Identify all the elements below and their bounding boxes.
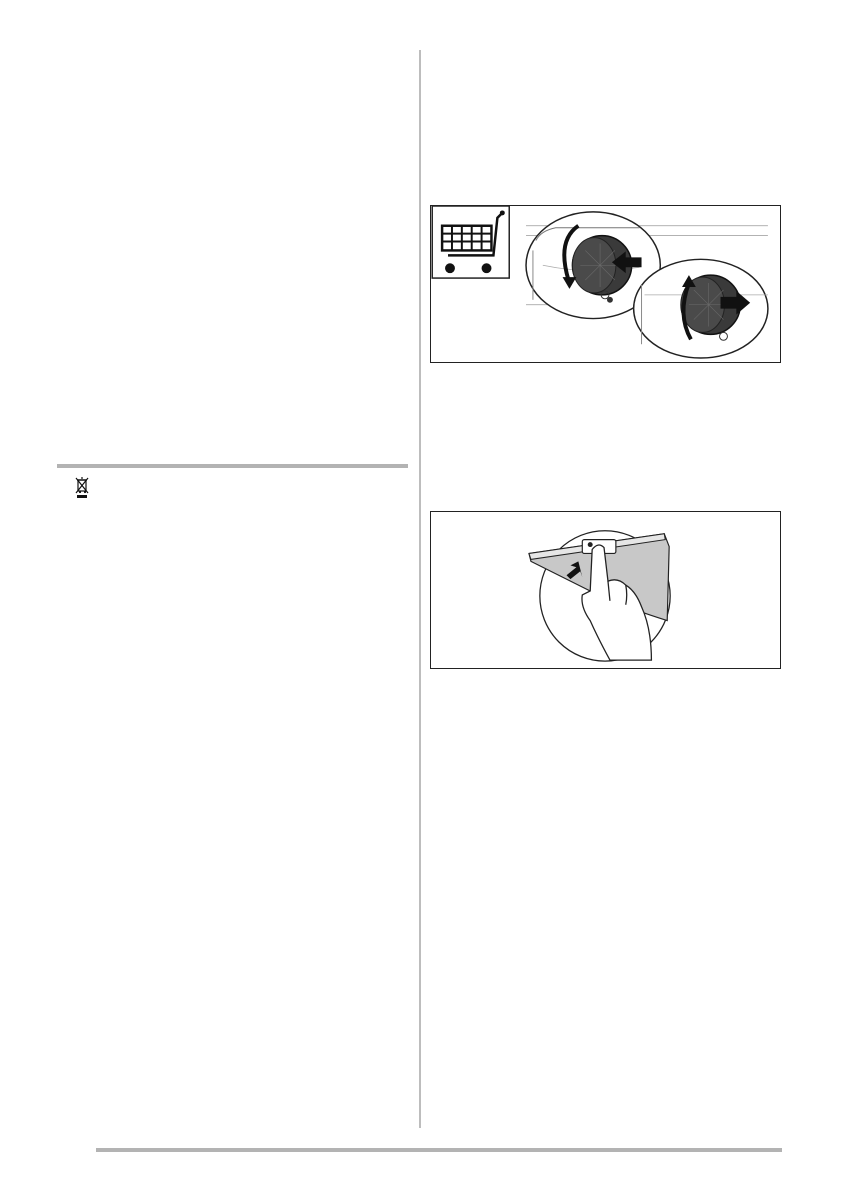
charcoal-filter-figure bbox=[430, 205, 781, 363]
shopping-cart-icon bbox=[432, 206, 509, 278]
column-divider bbox=[419, 50, 421, 1128]
grease-filter-figure bbox=[430, 511, 781, 669]
section-separator bbox=[57, 464, 408, 468]
footer-separator bbox=[96, 1148, 782, 1152]
crossed-out-wheelie-bin-icon bbox=[74, 475, 90, 499]
grease-filter-illustration bbox=[431, 512, 780, 668]
charcoal-filter-illustration bbox=[431, 206, 780, 362]
filter-remove-detail bbox=[634, 259, 768, 358]
